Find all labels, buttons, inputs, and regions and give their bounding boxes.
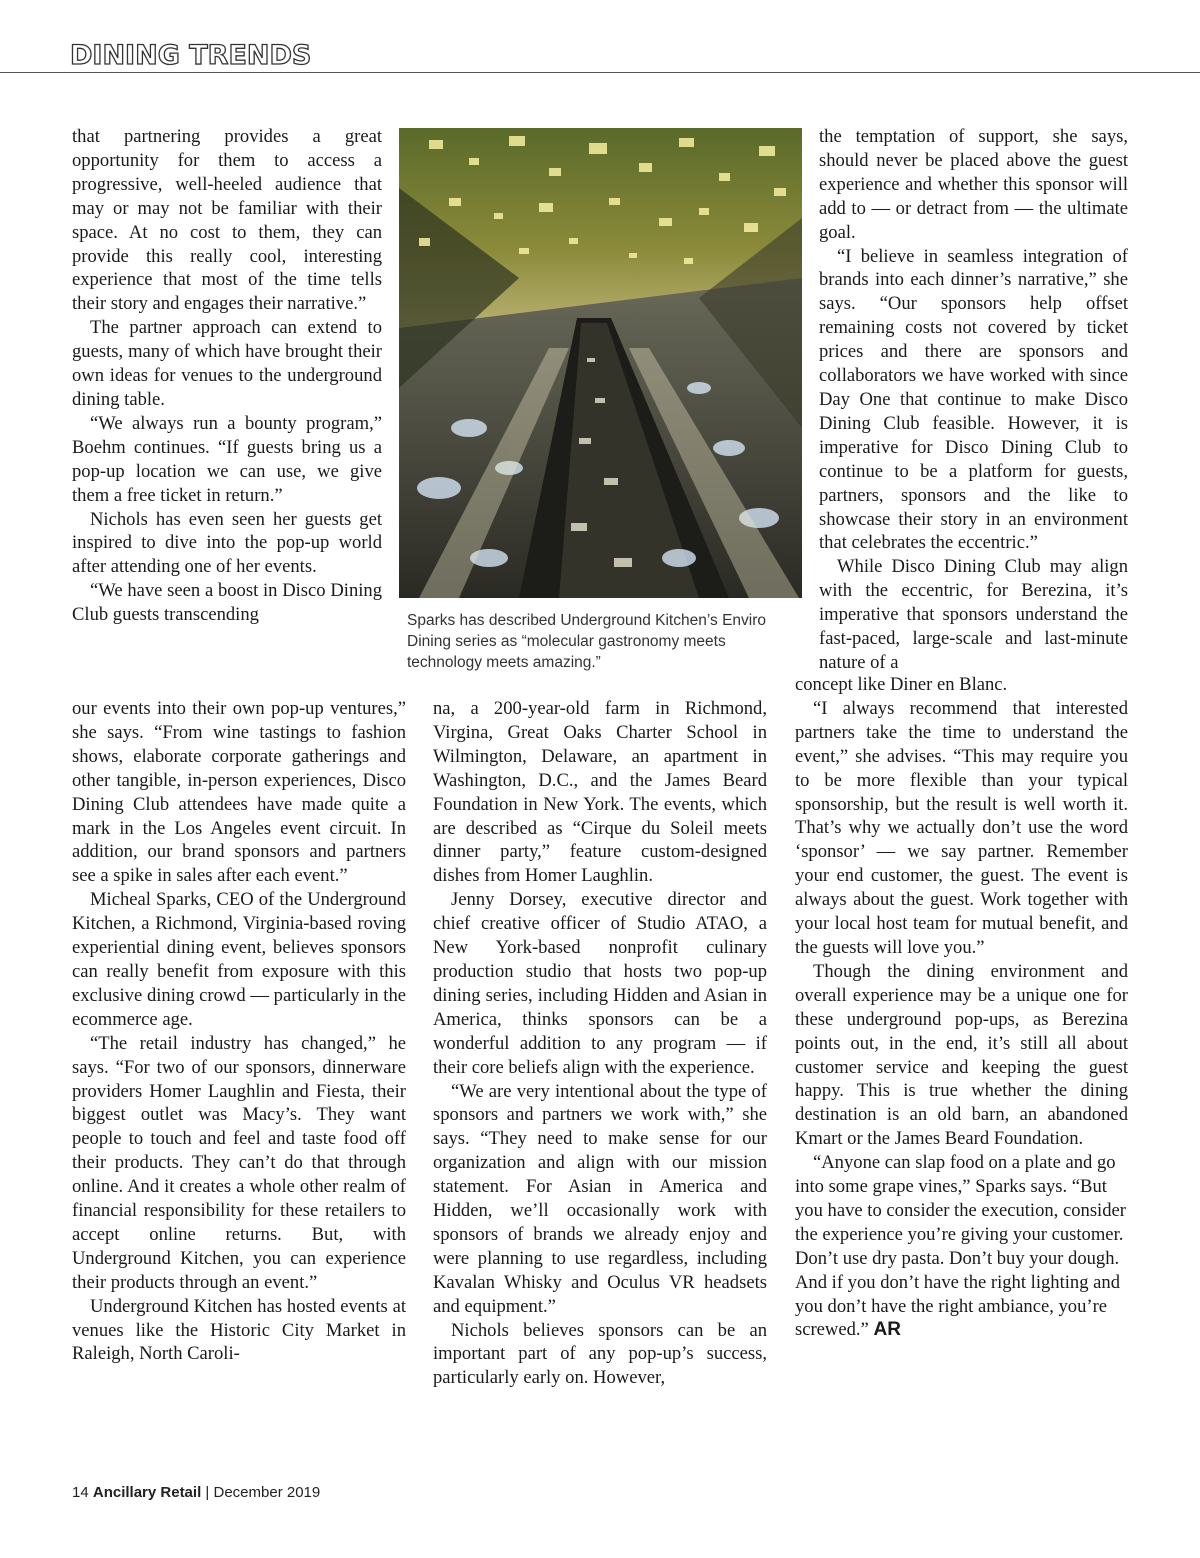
column-1-bottom xyxy=(72,697,406,1366)
page-footer xyxy=(72,1484,320,1501)
paragraph: Micheal Sparks, CEO of the Underground Kitchen, a Richmond, Virginia-based roving experiential dining event, believes sponsors can really benefit from exposure with this exclusive dining crowd — particularly in the ecommerce age. xyxy=(72,889,406,1030)
column-3-bottom xyxy=(795,673,1128,1342)
paragraph xyxy=(795,1151,1128,1342)
paragraph: “We always run a bounty program,” Boehm continues. “If guests bring us a pop-up location we can use, we give them a free ticket in return.” xyxy=(72,412,382,506)
paragraph: While Disco Dining Club may align with the eccentric, for Berezina, it’s imperative that sponsors understand the fast-paced, large-scale and last-minute nature of a xyxy=(819,556,1128,673)
paragraph-text: “Anyone can slap food on a plate and go into some grape vines,” Sparks says. “But you have to consider the execution, consider the experience you’re giving your customer. Don’t use dry pasta. Don’t buy your dough. And if you don’t have the right lighting and you don’t have the right ambiance, you’re screwed.” xyxy=(795,1152,1126,1341)
dining-photo xyxy=(399,128,802,598)
paragraph: “I believe in seamless integration of brands into each dinner’s narrative,” she says. “Our sponsors help offset remaining costs not covered by ticket prices and there are sponsors and collaborators we have worked with since Day One that continue to make Disco Dining Club feasible. However, it is imperative for Disco Dining Club to continue to be a platform for guests, partners, sponsors and the like to showcase their story in an environment that celebrates the eccentric.” xyxy=(819,245,1128,554)
column-2 xyxy=(433,697,767,1390)
section-header: DINING TRENDS xyxy=(70,40,312,71)
issue-date: December 2019 xyxy=(213,1484,321,1501)
photo-caption: Sparks has described Underground Kitchen’s Enviro Dining series as “molecular gastronomy meets technology meets amazing.” xyxy=(407,612,766,671)
column-3-top xyxy=(819,125,1128,675)
end-mark: AR xyxy=(873,1319,901,1341)
paragraph: The partner approach can extend to guests, many of which have brought their own ideas for venues to the underground dining table. xyxy=(72,317,382,410)
paragraph: “We are very intentional about the type of sponsors and partners we work with,” she says. “They need to make sense for our organization and align with our mission statement. For Asian in America and Hidden, we’ll occasionally work with sponsors of brands we already enjoy and were planning to use regardless, including Kavalan Whisky and Oculus VR headsets and equipment.” xyxy=(433,1080,767,1317)
paragraph: na, a 200-year-old farm in Richmond, Virgina, Great Oaks Charter School in Wilmington, Delaware, an apartment in Washington, D.C., and the James Beard Foundation in New York. The events, which are described as “Cirque du Soleil meets dinner party,” feature custom-designed dishes from Homer Laughlin. xyxy=(433,698,767,887)
dining-table-illustration xyxy=(399,128,802,598)
column-1-top xyxy=(72,125,382,627)
footer-separator: | xyxy=(205,1484,210,1501)
paragraph: “We have seen a boost in Disco Dining Club guests transcending xyxy=(72,580,382,626)
paragraph: “I always recommend that interested partners take the time to understand the event,” she advises. “This may require you to be more flexible than your typical sponsorship, but the result is well worth it. That’s why we actually don’t use the word ‘sponsor’ — we say partner. Remember your end customer, the guest. The event is always about the guest. Work together with your local host team for mutual benefit, and the guests will love you.” xyxy=(795,697,1128,958)
paragraph: Jenny Dorsey, executive director and chief creative officer of Studio ATAO, a New York-based nonprofit culinary production studio that hosts two pop-up dining series, including Hidden and Asian in America, thinks sponsors can be a wonderful addition to any program — if their core beliefs align with the experience. xyxy=(433,889,767,1078)
paragraph: Nichols believes sponsors can be an important part of any pop-up’s success, particularly early on. However, xyxy=(433,1319,767,1389)
paragraph: our events into their own pop-up ventures,” she says. “From wine tastings to fashion shows, elaborate corporate gatherings and other tangible, in-person experiences, Disco Dining Club attendees have made quite a mark in the Los Angeles event circuit. In addition, our brand sponsors and partners see a spike in sales after each event.” xyxy=(72,698,406,887)
paragraph: concept like Diner en Blanc. xyxy=(795,674,1008,695)
paragraph: Underground Kitchen has hosted events at venues like the Historic City Market in Raleigh, North Caroli- xyxy=(72,1295,406,1365)
paragraph: Nichols has even seen her guests get inspired to dive into the pop-up world after attending one of her events. xyxy=(72,508,382,578)
publication-name: Ancillary Retail xyxy=(92,1484,202,1501)
paragraph: “The retail industry has changed,” he says. “For two of our sponsors, dinnerware providers Homer Laughlin and Fiesta, their biggest outlet was Macy’s. They want people to touch and feel and taste food off their products. They can’t do that through online. And it creates a whole other realm of financial responsibility for these retailers to accept online returns. But, with Underground Kitchen, you can experience their products through an event.” xyxy=(72,1032,406,1293)
page-number: 14 xyxy=(72,1484,89,1501)
header-rule xyxy=(0,72,1200,73)
paragraph: the temptation of support, she says, should never be placed above the guest experience and whether this sponsor will add to — or detract from — the ultimate goal. xyxy=(819,126,1128,243)
paragraph: Though the dining environment and overall experience may be a unique one for these underground pop-ups, as Berezina points out, in the end, it’s still all about customer service and keeping the guest happy. This is true whether the dining destination is an old barn, an abandoned Kmart or the James Beard Foundation. xyxy=(795,960,1128,1150)
paragraph: that partnering provides a great opportunity for them to access a progressive, well-heeled audience that may or may not be familiar with their space. At no cost to them, they can provide this really cool, interesting experience that most of the time tells their story and engages their narrative.” xyxy=(72,126,382,315)
